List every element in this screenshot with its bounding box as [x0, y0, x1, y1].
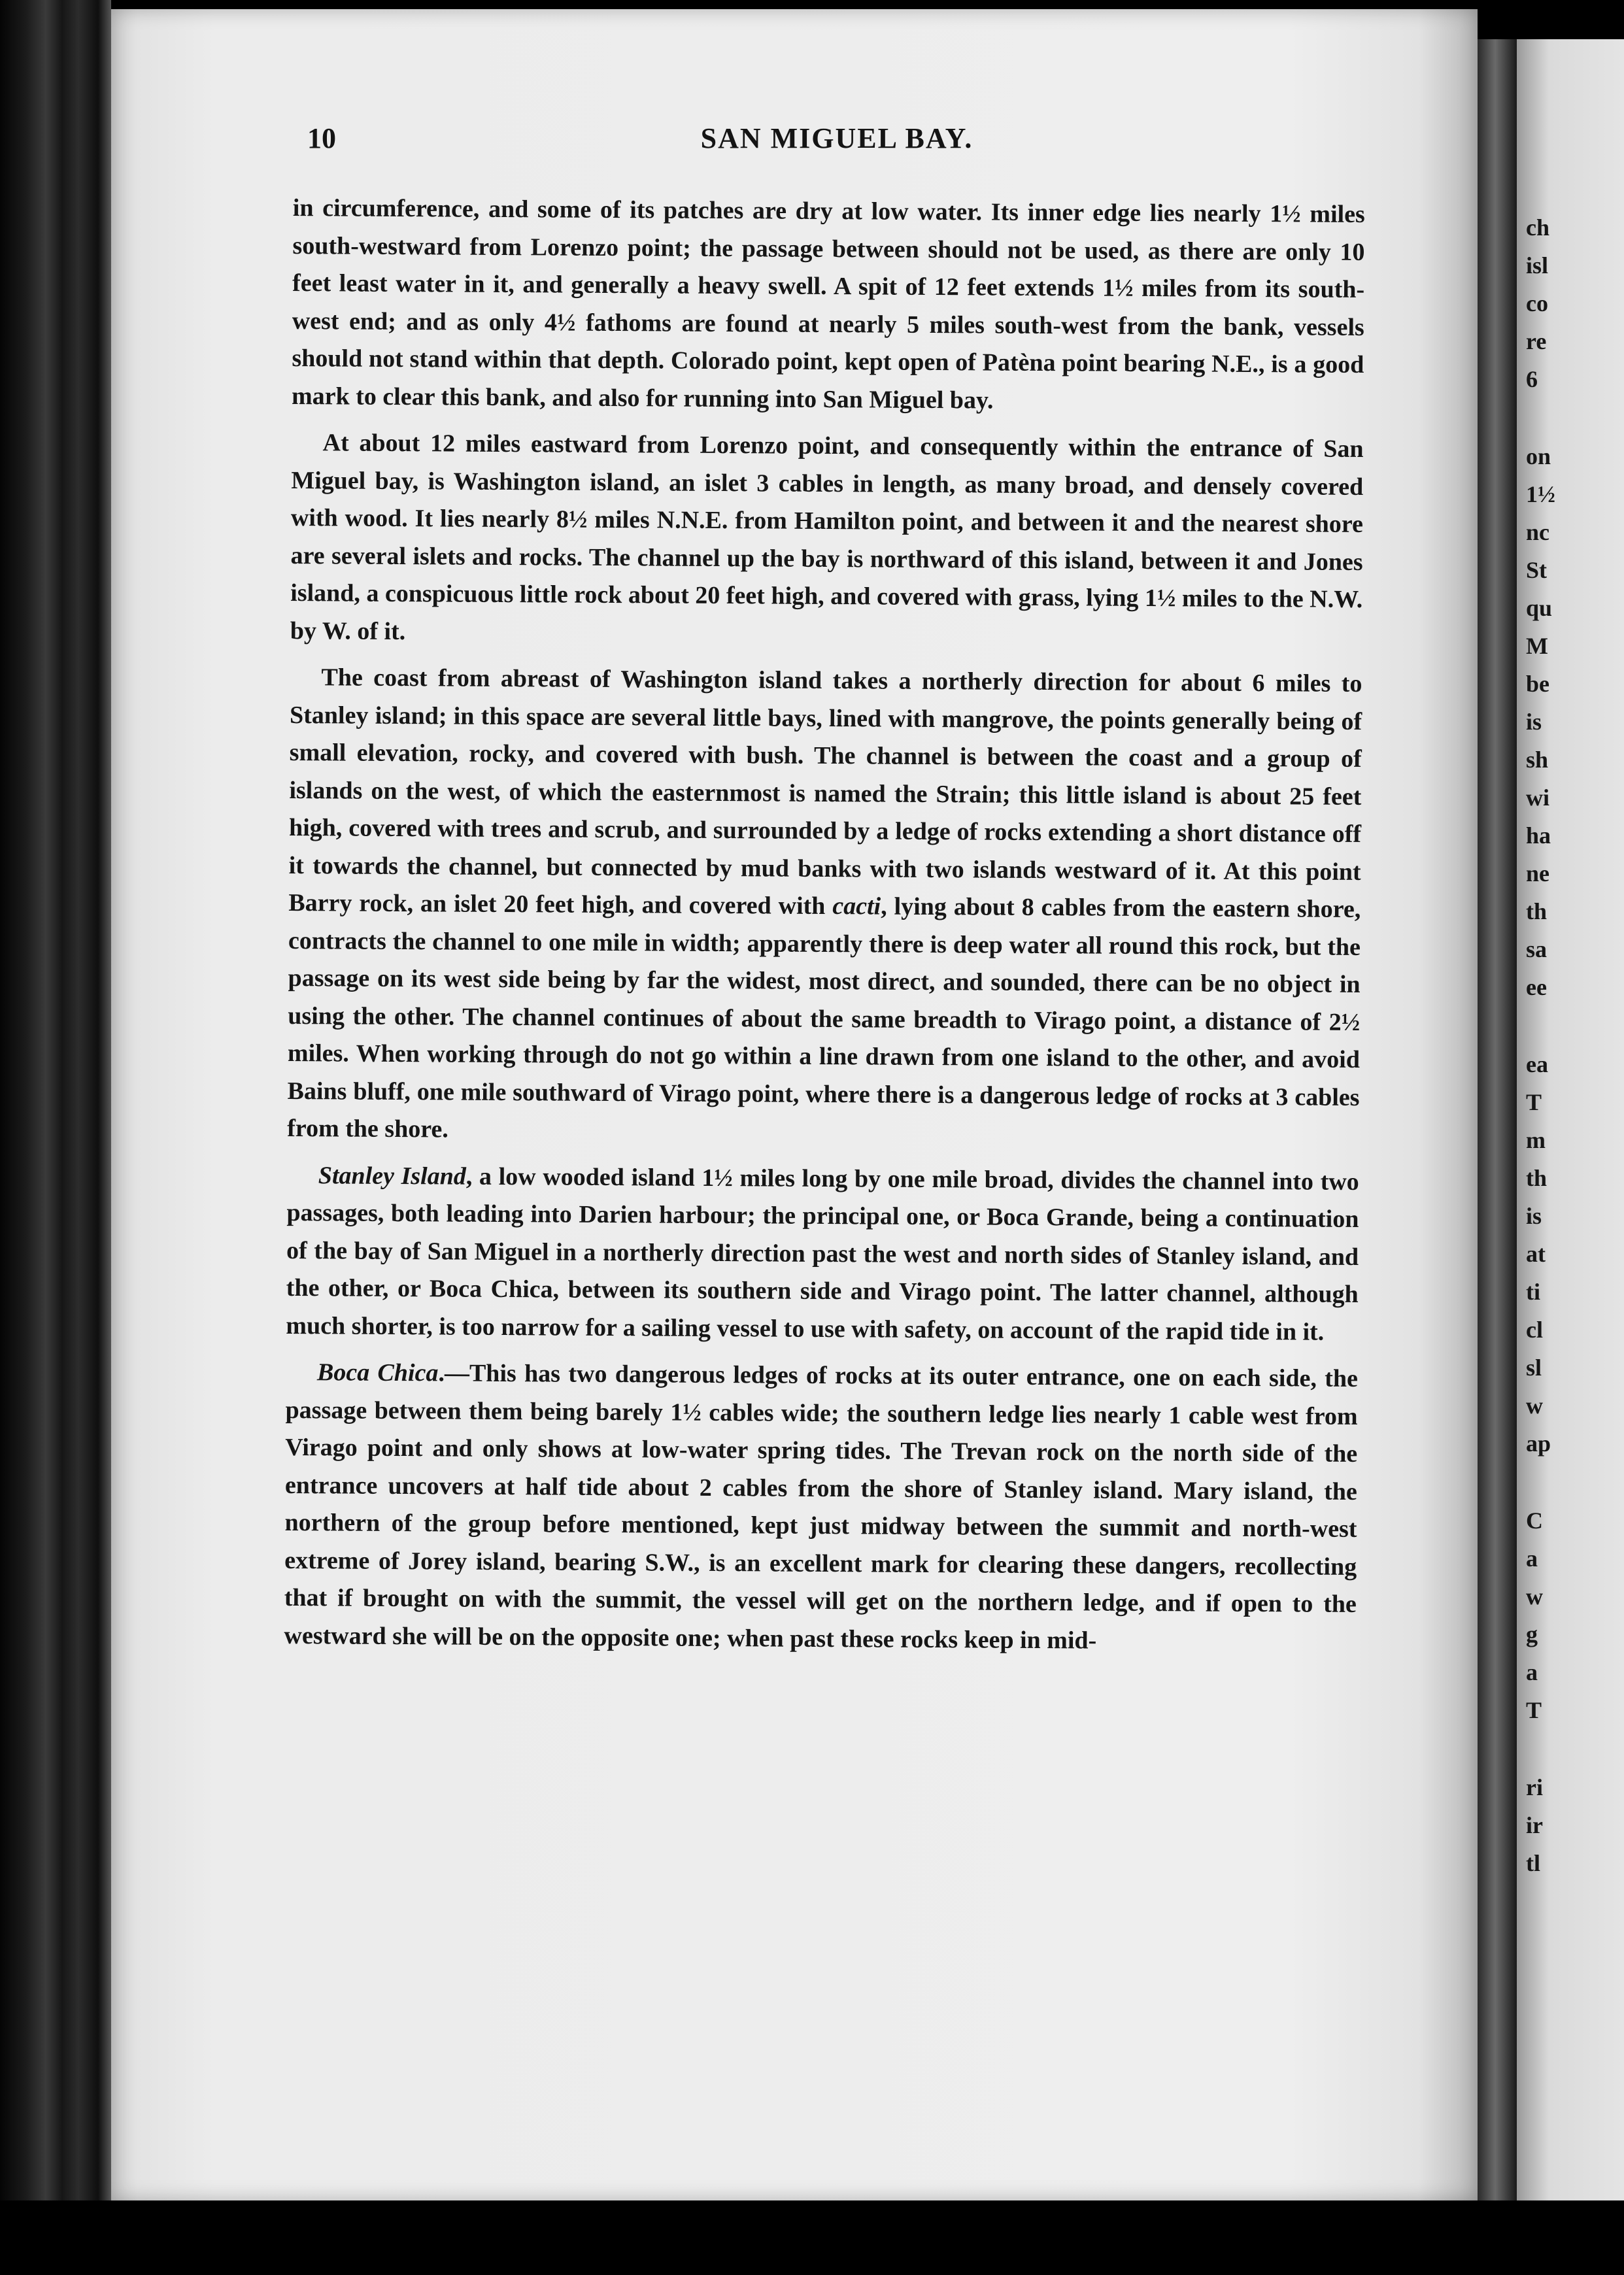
facing-page-fragment: cl — [1526, 1317, 1543, 1343]
facing-page-fragment: 1½ — [1526, 481, 1555, 507]
page-header — [307, 122, 1366, 161]
facing-page-fragment: ch — [1526, 214, 1549, 241]
paragraph-text: At about 12 miles eastward from Lorenzo point, and consequently within the entrance of San Miguel bay, is Washington island, an islet 3 cables in length, as many broad, and densely covered with wood. It lies nearly 8½ miles N.N.E. from Hamilton point, and between it and the nearest shore are several islets and rocks. The channel up the bay is northward of this island, between it and Jones island, a conspicuous little rock about 20 feet high, and covered with grass, lying 1½ miles to the N.W. by W. of it. — [290, 429, 1364, 645]
facing-page-fragment: St — [1526, 557, 1548, 583]
book-binding-edge — [0, 0, 111, 2275]
facing-page-fragment: is — [1526, 709, 1542, 735]
facing-page-fragment: nc — [1526, 519, 1549, 545]
facing-page-fragment: qu — [1526, 595, 1553, 621]
facing-page-fragment: ha — [1526, 822, 1551, 849]
page-number: 10 — [307, 122, 336, 154]
paragraph-text: in circumference, and some of its patches are dry at low water. Its inner edge lies nearly 1½ miles south-westward from Lorenzo point; the passage between should not be used, as there are only 10 feet least water in it, and generally a heavy swell. A spit of 12 feet extends 1½ miles from its south-west end; and as only 4½ fathoms are found at nearly 5 miles south-west from the bank, vessels should not stand within that depth. Colorado point, kept open of Patèna point bearing N.E., is a good mark to clear this bank, and also for running into San Miguel bay. — [291, 194, 1365, 414]
facing-page-fragment: tl — [1526, 1850, 1540, 1876]
running-title: SAN MIGUEL BAY. — [700, 122, 973, 154]
facing-page-fragment: C — [1526, 1508, 1543, 1534]
paragraph-text: .—This has two dangerous ledges of rocks at its outer entrance, one on each side, the passage between them being barely 1½ cables wide; the southern ledge lies nearly 1 cable west from Virago point and only shows at low-water spring tides. The Trevan rock on the north side of the entrance uncovers at half tide about 2 cables from the shore of Stanley island. Mary island, the northern of the group before mentioned, kept just midway between the summit and north-west extreme of Jorey island, bearing S.W., is an excellent mark for clearing these dangers, recollecting that if brought on with the summit, the vessel will get on the northern ledge, and if open to the westward she will be on the opposite one; when past these rocks keep in mid- — [284, 1359, 1359, 1655]
facing-page-fragment: 6 — [1526, 366, 1538, 392]
italic-term: cacti — [832, 892, 881, 920]
facing-page-fragment: ir — [1526, 1812, 1543, 1838]
facing-page-fragment: sa — [1526, 936, 1548, 962]
facing-page-fragment: ne — [1526, 860, 1549, 886]
facing-page-fragment: ri — [1526, 1774, 1543, 1800]
book-spine-shadow — [1478, 39, 1517, 2216]
paragraph-2 — [290, 424, 1364, 656]
facing-page-fragment: a — [1526, 1545, 1538, 1572]
facing-page-fragment: is — [1526, 1203, 1542, 1229]
facing-page-fragment: ee — [1526, 974, 1547, 1000]
paragraph-5 — [284, 1354, 1358, 1661]
facing-page-fragment: w — [1526, 1583, 1543, 1609]
section-lead-stanley-island: Stanley Island — [318, 1161, 466, 1190]
paragraph-4 — [286, 1156, 1359, 1351]
facing-page-fragment: sh — [1526, 747, 1549, 773]
facing-page-fragment: on — [1526, 443, 1551, 469]
facing-page-fragment: th — [1526, 1165, 1548, 1191]
facing-page-fragment: a — [1526, 1659, 1538, 1685]
facing-page-fragment: sl — [1526, 1355, 1542, 1381]
facing-page-fragment: w — [1526, 1392, 1543, 1419]
paragraph-1 — [292, 190, 1365, 422]
facing-page-fragment: re — [1526, 328, 1547, 354]
facing-page-fragment: be — [1526, 671, 1549, 697]
facing-page-fragment: wi — [1526, 784, 1549, 811]
facing-page-edge — [1517, 39, 1624, 2216]
scan-bottom-border — [0, 2200, 1624, 2275]
facing-page-fragment: ea — [1526, 1051, 1548, 1077]
facing-page-fragment: T — [1526, 1089, 1542, 1115]
paragraph-text: The coast from abreast of Washington island takes a northerly direction for about 6 miles to Stanley island; in this space are several little bays, lined with mangrove, the points generally being of small elevation, rocky, and covered with bush. The channel is between the coast and a group of islands on the west, of which the easternmost is named the Strain; this little island is about 25 feet high, covered with trees and scrub, and surrounded by a ledge of rocks extending a short distance off it towards the channel, but connected by mud banks with two islands westward of it. At this point Barry rock, an islet 20 feet high, and covered with — [288, 664, 1362, 920]
facing-page-fragment: isl — [1526, 252, 1549, 278]
facing-page-fragment: m — [1526, 1127, 1546, 1153]
facing-page-fragment: ti — [1526, 1279, 1540, 1305]
facing-page-fragment: at — [1526, 1241, 1546, 1267]
paragraph-text: , a low wooded island 1½ miles long by one mile broad, divides the channel into two passages, both leading into Darien harbour; the principal one, or Boca Grande, being a continuation of the bay of San Miguel in a northerly direction past the west and north sides of Stanley island, and the other, or Boca Chica, between its southern side and Virago point. The latter channel, although much shorter, is too narrow for a sailing vessel to use with safety, on account of the rapid tide in it. — [286, 1162, 1359, 1346]
facing-page-fragment: T — [1526, 1697, 1542, 1723]
facing-page-fragment: ap — [1526, 1430, 1551, 1457]
paragraph-3 — [287, 659, 1362, 1154]
facing-page-fragment: th — [1526, 898, 1548, 924]
facing-page-fragment: g — [1526, 1621, 1538, 1647]
paragraph-text-continued: , lying about 8 cables from the eastern shore, contracts the channel to one mile in width; apparently there is deep water all round this rock, but the passage on its west side being by far the widest, most direct, and sounded, there can be no object in using the other. The channel continues of about the same breadth to Virago point, a distance of 2½ miles. When working through do not go within a line drawn from one island to the other, and avoid Bains bluff, one mile southward of Virago point, where there is a dangerous ledge of rocks at 3 cables from the shore. — [287, 892, 1361, 1143]
body-text — [284, 190, 1365, 1670]
facing-page-fragment: co — [1526, 290, 1548, 316]
facing-page-fragment: M — [1526, 633, 1548, 659]
section-lead-boca-chica: Boca Chica — [316, 1358, 439, 1387]
